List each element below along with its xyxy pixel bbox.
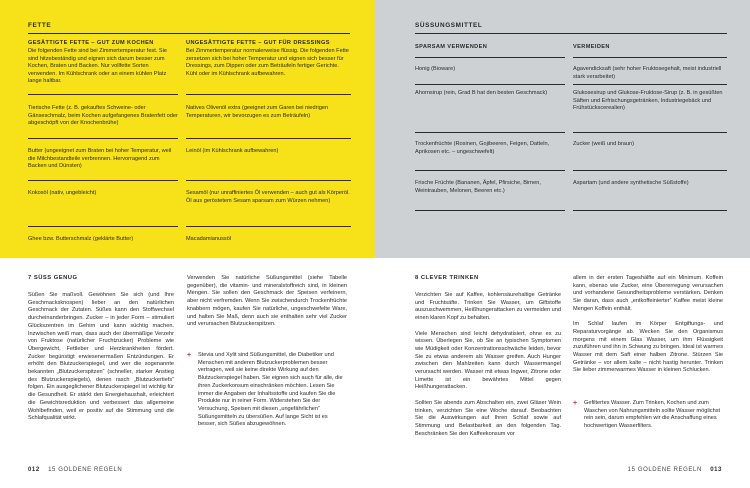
sweetener-item: Ahornsirup (rein, Grad B hat den besten Geschmack) [415, 90, 548, 96]
row-divider [415, 210, 565, 211]
fat-item: Tierische Fette (z. B. gekauftes Schweine- oder Gänseschmalz, beim Kochen aufgefangenes Bratenfett oder abgeschöpft von der Knochenbrühe) [28, 105, 178, 127]
running-title-left: 15 GOLDENE REGELN [48, 467, 123, 473]
fat-item: Ghee bzw. Butterschmalz (geklärte Butter) [28, 236, 134, 242]
section-8-tip [573, 400, 723, 431]
row-divider [28, 180, 178, 181]
fats-panel [0, 0, 375, 258]
row-divider [573, 170, 727, 171]
fat-item: Butter (ungeeignet zum Braten bei hoher Temperatur, weil die Milchbestandteile verbrennen. Hervorragend zum Backen und Dünsten) [28, 148, 172, 170]
sweetener-item: Trockenfrüchte (Rosinen, Gojibeeren, Feigen, Datteln, Aprikosen etc. – ungeschwefelt) [415, 141, 550, 155]
row-divider [573, 57, 727, 58]
unsaturated-fats-desc: Bei Zimmertemperatur normalerweise flüssig. Die folgenden Fette zersetzen sich bei hoher Temperatur und eignen sich besser für Dressings, zum Dippen oder zum Beträufeln fertiger Gerichte. Kühl oder im Kühlschrank aufbewahren. [186, 48, 349, 77]
saturated-fats-desc: Die folgenden Fette sind bei Zimmertemperatur fest. Sie sind hitzebeständig und eignen sich darum besser zum Kochen, Braten und Backen. Nur vollfette Sorten verwenden. Im Kühlschrank oder an einem kühlen Platz lange haltbar. [28, 48, 167, 85]
row-divider [186, 138, 351, 139]
sweetener-item: Frische Früchte (Bananen, Äpfel, Pfirsiche, Birnen, Weintrauben, Melonen, Beeren etc.) [415, 180, 541, 194]
sweeteners-table-title: SÜSSUNGSMITTEL [415, 22, 483, 29]
fats-table-title: FETTE [28, 22, 52, 29]
fat-item: Leinöl (im Kühlschrank aufbewahren) [186, 148, 279, 154]
plus-icon: + [187, 352, 192, 359]
row-divider [186, 226, 351, 227]
section-7-title: 7 SÜSS GENUG [28, 275, 78, 281]
use-sparingly-header: SPARSAM VERWENDEN [415, 44, 488, 50]
fat-item: Natives Olivenöl extra (geeignet zum Garen bei niedrigen Temperaturen, wir bevorzugen es zum Beträufeln) [186, 105, 329, 119]
fat-item: Macadamianussöl [186, 236, 232, 242]
page-number-left: 012 [28, 467, 40, 473]
section-8-col1: Verzichten Sie auf Kaffee, kohlensäurehaltige Getränke und Fruchtsäfte. Trinken Sie Wasser, um Giftstoffe auszuschwemmen, Heißhungerattacken zu vermeiden und einen klaren Kopf zu behalten. Viele Menschen sind leicht dehydratisiert, ohne es zu wissen. Überlegen Sie, ob Sie an typischen Symptomen wie Müdigkeit oder Konzentrationsschwäche leiden, bevor Sie zu etwas anderem als Wasser greifen. Auch Hunger zwischen den Mahlzeiten kann durch Wassermangel verursacht werden. Wasser mit etwas Ingwer, Zitrone oder Limette ist ein bewährtes Mittel gegen Heißhungerattacken. Sollten Sie abends zum Abschalten ein, zwei Gläser Wein trinken, verzichten Sie eine Woche darauf. Beobachten Sie die Auswirkungen auf Ihren Schlaf sowie auf Stimmung und Belastbarkeit an den folgenden Tag. Beschränken Sie den Kaffeekonsum vor [415, 292, 561, 437]
row-divider [415, 170, 565, 171]
divider [415, 33, 727, 34]
row-divider [573, 84, 727, 85]
row-divider [573, 210, 727, 211]
avoid-header: VERMEIDEN [573, 44, 610, 50]
sweetener-item: Aspartam (und andere synthetische Süßstoffe) [573, 180, 689, 186]
page-number-right: 013 [710, 467, 722, 473]
running-title-right: 15 GOLDENE REGELN [627, 467, 702, 473]
fat-item: Kokosöl (nativ, ungebleicht) [28, 190, 97, 196]
row-divider [28, 94, 178, 95]
section-7-tip-text: Stevia und Xylit sind Süßungsmittel, die Diabetiker und Menschen mit anderen Blutzuckerproblemen besser vertragen, weil sie keine direkte Wirkung auf den Blutzuckerspiegel haben. Sie eignen sich auch für alle, die ihren Zuckerkonsum einschränken möchten. Lesen Sie immer die Angaben der Inhaltsstoffe und kaufen Sie die Produkte nur in reiner Form. Widerstehen Sie der Versuchung, Speisen mit diesen „ungefährlichen“ Süßungsmitteln zu übersüßen. Auf lange Sicht ist es besser, sich Süßes abzugewöhnen. [198, 352, 343, 428]
unsaturated-fats-header: UNGESÄTTIGTE FETTE – GUT FÜR DRESSINGS [186, 40, 330, 46]
section-8-tip-text: Gefiltertes Wasser. Zum Trinken, Kochen und zum Waschen von Nahrungsmitteln sollte Wasser möglichst rein sein, darum empfehlen wir die Anschaffung eines hochwertigen Wasserfilters. [584, 400, 721, 430]
footer-left [28, 467, 122, 473]
section-8-col2: allem in der ersten Tageshälfte auf ein Minimum. Koffein kann, ebenso wie Zucker, eine Übererregung verursachen und vorhandene Gesundheitsprobleme verstärken. Denken Sie daran, dass auch „entkoffeinierter“ Kaffee meist kleine Mengen Koffein enthält. Im Schlaf laufen im Körper Entgiftungs- und Reparaturvorgänge ab. Wecken Sie den Organismus morgens mit einem Glas Wasser, um ihm Flüssigkeit zuzuführen und ihn in Schwung zu bringen. Ideal ist warmes Wasser mit dem Saft einer halben Zitrone. Stürzen Sie Getränke – vor allem kalte – nicht hastig herunter. Trinken Sie lieber zimmerwarmes Wasser in kleinen Schlucken. [573, 275, 723, 374]
row-divider [573, 132, 727, 133]
section-7-col2: Verwenden Sie natürliche Süßungsmittel (siehe Tabelle gegenüber), die vitamin- und mineralstoffreich sind, in kleinen Mengen. Sie sollen den Geschmack der Speisen verfeinern, aber nicht verfremden. Wenn Sie zwischendurch Trockenfrüchte knabbern mögen, kaufen Sie natürliche, ungeschwefelte Ware, und halten Sie Maß, denn auch sie enthalten sehr viel Zucker und verursachen Blutzuckerspitzen. [187, 275, 347, 328]
section-7-col1: Süßen Sie maßvoll. Gewöhnen Sie sich (und Ihre Geschmacksknospen) lieber an den natürlichen Geschmack der Zutaten. Süßes kann den Stoffwechsel durcheinanderbringen. Zucker – in jeder Form – stimuliert Glückszentren im Gehirn und kann süchtig machen. Inzwischen weiß man, dass auch der übermäßige Verzehr von Fruktose (natürlicher Fruchtzucker) Probleme wie Übergewicht, Fettleber und Herzkrankheiten fördert. Zucker begünstigt erwiesenermaßen Entzündungen. Er erhöht den Blutzuckerspiegel, und wer die sogenannte bekannten „Blutzuckerspitzen“ (schneller, starker Anstieg des Blutzuckerspiegels), denen rasch „Blutzuckertiefs“ folgen. Ein ausgeglichener Blutzuckerspiegel ist wichtig für die Gesundheit. Er stärkt den Energiehaushalt, erleichtert die Gewichtsreduktion und verbessert das allgemeine Wohlbefinden, weil er positiv auf die Stimmung und die Schlafqualität wirkt. [28, 292, 174, 422]
section-7-tip [187, 352, 347, 429]
sweeteners-panel [375, 0, 750, 258]
sweetener-item: Honig (Bioware) [415, 66, 456, 72]
row-divider [186, 180, 351, 181]
sweetener-item: Zucker (weiß und braun) [573, 141, 634, 147]
sweetener-item: Agavendicksaft (sehr hoher Fruktosegehalt, meist industriell stark verarbeitet) [573, 66, 722, 80]
row-divider [186, 94, 351, 95]
divider [28, 33, 350, 34]
row-divider [28, 138, 178, 139]
saturated-fats-header: GESÄTTIGTE FETTE – GUT ZUM KOCHEN [28, 40, 154, 46]
row-divider [415, 57, 565, 58]
sweetener-item: Glukosesirup und Glukose-Fruktose-Sirup (z. B. in gesüßten Säften und Erfrischungsgetränken, Industriegebäck und Frühstückscerealien) [573, 90, 723, 112]
row-divider [415, 84, 565, 85]
row-divider [28, 226, 178, 227]
fat-item: Sesamöl (nur unraffiniertes Öl verwenden – auch gut als Körperöl. Öl aus geröstetem Sesam sparsam zum Würzen nehmen) [186, 190, 350, 204]
row-divider [415, 132, 565, 133]
footer-right [628, 467, 722, 473]
plus-icon: + [573, 400, 578, 407]
section-8-title: 8 CLEVER TRINKEN [415, 275, 479, 281]
